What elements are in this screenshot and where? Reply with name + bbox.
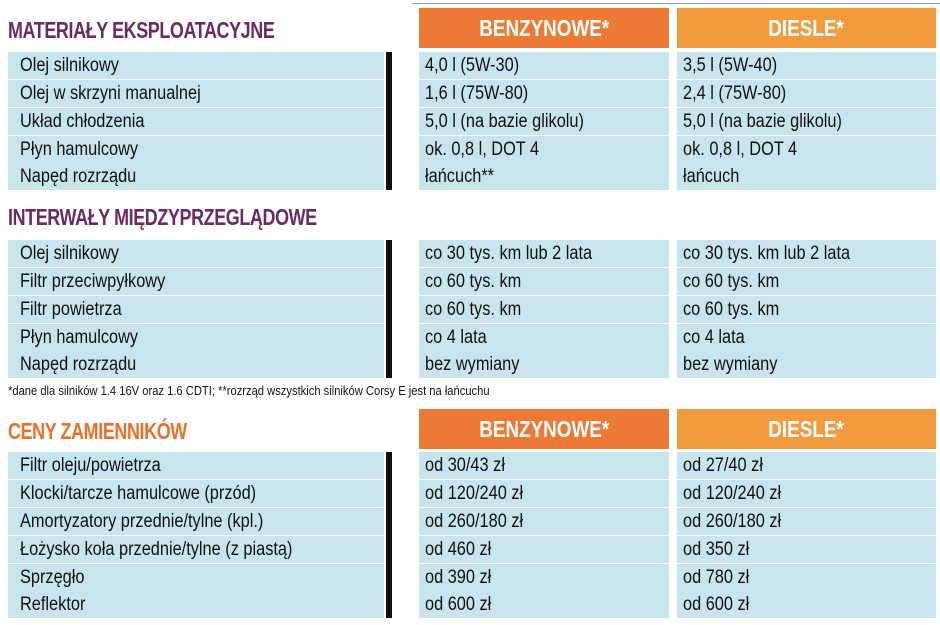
- benz-value: co 60 tys. km: [419, 268, 669, 295]
- row-label: Płyn hamulcowy: [8, 324, 384, 351]
- diesel-value: ok. 0,8 l, DOT 4: [677, 136, 936, 163]
- table-row: [0, 324, 940, 351]
- diesel-value: od 120/240 zł: [677, 480, 936, 507]
- row-label: Filtr oleju/powietrza: [8, 452, 384, 479]
- row-label: Klocki/tarcze hamulcowe (przód): [8, 480, 384, 507]
- benz-value: od 460 zł: [419, 536, 669, 563]
- header-diesle: DIESLE*: [677, 8, 936, 48]
- benz-value: co 30 tys. km lub 2 lata: [419, 240, 669, 267]
- table-row: [0, 268, 940, 295]
- benz-value: od 600 zł: [419, 591, 669, 618]
- section-title-ceny: CENY ZAMIENNIKÓW: [8, 418, 187, 444]
- table-row: [0, 163, 940, 190]
- row-label: Olej silnikowy: [8, 52, 384, 79]
- table-row: [0, 52, 940, 79]
- row-label: Olej w skrzyni manualnej: [8, 80, 384, 107]
- row-label: Amortyzatory przednie/tylne (kpl.): [8, 508, 384, 535]
- row-label: Napęd rozrządu: [8, 351, 384, 378]
- row-label: Olej silnikowy: [8, 240, 384, 267]
- diesel-value: od 600 zł: [677, 591, 936, 618]
- benz-value: 1,6 l (75W-80): [419, 80, 669, 107]
- benz-value: łańcuch**: [419, 163, 669, 190]
- section-title-interwaly: INTERWAŁY MIĘDZYPRZEGLĄDOWE: [8, 204, 317, 230]
- row-label: Reflektor: [8, 591, 384, 618]
- benz-value: od 390 zł: [419, 564, 669, 591]
- benz-value: co 60 tys. km: [419, 296, 669, 323]
- row-label: Napęd rozrządu: [8, 163, 384, 190]
- table-row: [0, 480, 940, 507]
- row-label: Układ chłodzenia: [8, 108, 384, 135]
- benz-value: ok. 0,8 l, DOT 4: [419, 136, 669, 163]
- table-row: [0, 351, 940, 378]
- benz-value: od 260/180 zł: [419, 508, 669, 535]
- table-row: [0, 240, 940, 267]
- table-row: [0, 452, 940, 479]
- diesel-value: od 260/180 zł: [677, 508, 936, 535]
- row-label: Łożysko koła przednie/tylne (z piastą): [8, 536, 384, 563]
- table-row: [0, 591, 940, 618]
- top-rule: [412, 3, 940, 4]
- table-row: [0, 296, 940, 323]
- header-benzynowe: BENZYNOWE*: [419, 8, 669, 48]
- benz-value: od 120/240 zł: [419, 480, 669, 507]
- diesel-value: bez wymiany: [677, 351, 936, 378]
- table-row: [0, 564, 940, 591]
- diesel-value: co 60 tys. km: [677, 268, 936, 295]
- benz-value: co 4 lata: [419, 324, 669, 351]
- table-row: [0, 108, 940, 135]
- table-row: [0, 80, 940, 107]
- footnote: *dane dla silników 1.4 16V oraz 1.6 CDTI; **rozrząd wszystkich silników Corsy E jest na łańcuchu: [8, 383, 490, 398]
- benz-value: 4,0 l (5W-30): [419, 52, 669, 79]
- row-label: Filtr przeciwpyłkowy: [8, 268, 384, 295]
- diesel-value: łańcuch: [677, 163, 936, 190]
- benz-value: 5,0 l (na bazie glikolu): [419, 108, 669, 135]
- row-label: Płyn hamulcowy: [8, 136, 384, 163]
- diesel-value: co 4 lata: [677, 324, 936, 351]
- header-diesle: DIESLE*: [677, 409, 936, 449]
- benz-value: od 30/43 zł: [419, 452, 669, 479]
- diesel-value: co 30 tys. km lub 2 lata: [677, 240, 936, 267]
- header-benzynowe: BENZYNOWE*: [419, 409, 669, 449]
- diesel-value: co 60 tys. km: [677, 296, 936, 323]
- table-row: [0, 136, 940, 163]
- table-row: [0, 508, 940, 535]
- diesel-value: 2,4 l (75W-80): [677, 80, 936, 107]
- table-row: [0, 536, 940, 563]
- diesel-value: od 27/40 zł: [677, 452, 936, 479]
- benz-value: bez wymiany: [419, 351, 669, 378]
- row-label: Filtr powietrza: [8, 296, 384, 323]
- diesel-value: od 780 zł: [677, 564, 936, 591]
- diesel-value: 3,5 l (5W-40): [677, 52, 936, 79]
- diesel-value: 5,0 l (na bazie glikolu): [677, 108, 936, 135]
- row-label: Sprzęgło: [8, 564, 384, 591]
- section-title-materialy: MATERIAŁY EKSPLOATACYJNE: [8, 17, 275, 43]
- diesel-value: od 350 zł: [677, 536, 936, 563]
